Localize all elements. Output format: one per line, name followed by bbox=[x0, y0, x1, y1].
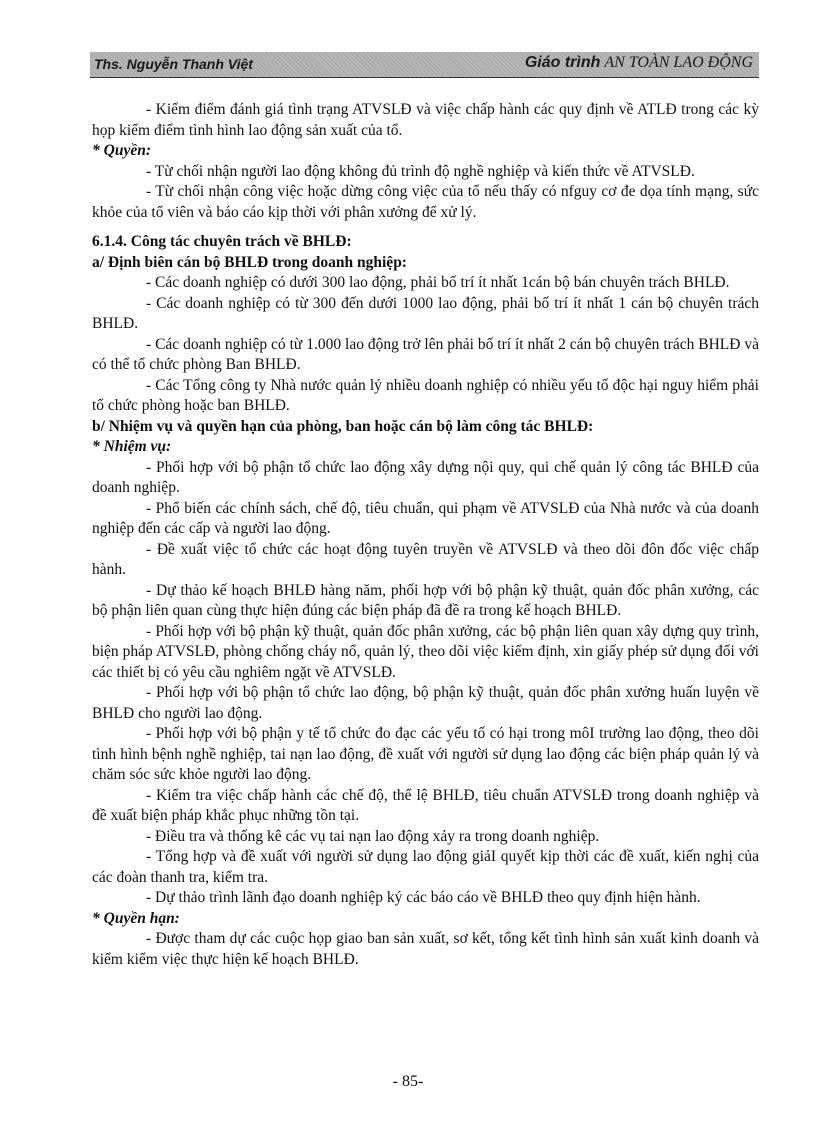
paragraph: - Các Tổng công ty Nhà nước quản lý nhiều doanh nghiệp có nhiều yếu tố độc hại nguy hiểm phải tổ chức phòng hoặc ban BHLĐ. bbox=[92, 376, 759, 414]
paragraph: - Phối hợp với bộ phận tổ chức lao động, bộ phận kỹ thuật, quản đốc phân xưởng huấn luyện về BHLĐ cho người lao động. bbox=[92, 684, 759, 722]
paragraph: - Dự thảo kế hoạch BHLĐ hàng năm, phối hợp với bộ phận kỹ thuật, quản đốc phân xưởng, các bộ phận liên quan cùng thực hiện đúng các biện pháp đã đề ra trong kế hoạch BHLĐ. bbox=[92, 581, 759, 619]
rights-label: * Quyền: bbox=[92, 142, 151, 159]
page-body bbox=[92, 100, 759, 970]
powers-label: * Quyền hạn: bbox=[92, 909, 180, 927]
header-book-name: AN TOÀN LAO ĐỘNG bbox=[604, 54, 753, 71]
paragraph: - Các doanh nghiệp có từ 300 đến dưới 1000 lao động, phải bố trí ít nhất 1 cán bộ chuyên trách BHLĐ. bbox=[92, 294, 759, 332]
header-author: Ths. Nguyễn Thanh Việt bbox=[94, 56, 253, 72]
header-book-prefix: Giáo trình bbox=[524, 54, 601, 71]
paragraph: - Được tham dự các cuộc họp giao ban sản xuất, sơ kết, tổng kết tình hình sản xuất kinh doanh và kiểm kiểm việc thực hiện kế hoạch BHLĐ. bbox=[92, 930, 759, 968]
paragraph: - Các doanh nghiệp có dưới 300 lao động, phải bố trí ít nhất 1cán bộ bán chuyên trách BHLĐ. bbox=[146, 274, 730, 291]
paragraph: - Dự thảo trình lãnh đạo doanh nghiệp ký các báo cáo về BHLĐ theo quy định hiện hành. bbox=[146, 889, 701, 906]
paragraph: - Các doanh nghiệp có từ 1.000 lao động trở lên phải bố trí ít nhất 2 cán bộ chuyên trách BHLĐ và có thể tổ chức phòng Ban BHLĐ. bbox=[92, 335, 759, 373]
subsection-heading-b: b/ Nhiệm vụ và quyền hạn của phòng, ban hoặc cán bộ làm công tác BHLĐ: bbox=[92, 417, 594, 435]
paragraph: - Tổng hợp và đề xuất với người sử dụng lao động giảI quyết kịp thời các đề xuất, kiến nghị của các đoàn thanh tra, kiểm tra. bbox=[92, 848, 759, 886]
header-book-title bbox=[525, 54, 753, 72]
paragraph: - Kiểm điểm đánh giá tình trạng ATVSLĐ và việc chấp hành các quy định về ATLĐ trong các kỳ họp kiểm điểm tình hình lao động sản xuất của tổ. bbox=[92, 101, 759, 139]
paragraph: - Điều tra và thống kê các vụ tai nạn lao động xảy ra trong doanh nghiệp. bbox=[146, 827, 600, 845]
subsection-heading-a: a/ Định biên cán bộ BHLĐ trong doanh nghiệp: bbox=[92, 253, 407, 271]
page-number: - 85- bbox=[392, 1073, 424, 1090]
section-heading: 6.1.4. Công tác chuyên trách về BHLĐ: bbox=[92, 233, 352, 250]
paragraph: - Đề xuất việc tổ chức các hoạt động tuyên truyền về ATVSLĐ và theo dõi đôn đốc việc chấp hành. bbox=[92, 540, 759, 578]
paragraph: - Kiểm tra việc chấp hành các chế độ, thể lệ BHLĐ, tiêu chuẩn ATVSLĐ trong doanh nghiệp và đề xuất biện pháp khắc phục những tồn tại. bbox=[92, 786, 759, 824]
paragraph: - Phối hợp với bộ phận y tế tổ chức đo đạc các yếu tố có hại trong môI trường lao động, theo dõi tình hình bệnh nghề nghiệp, tai nạn lao động, đề xuất với người sử dụng lao động các biện pháp quản lý và chăm sóc sức khỏe người lao động. bbox=[92, 725, 759, 783]
duties-label: * Nhiệm vụ: bbox=[92, 438, 172, 455]
paragraph: - Từ chối nhận công việc hoặc dừng công việc của tổ nếu thấy có nfguy cơ đe dọa tính mạng, sức khỏe của tổ viên và báo cáo kịp thời với phân xưởng để xử lý. bbox=[92, 183, 759, 221]
paragraph: - Phổ biến các chính sách, chế độ, tiêu chuẩn, qui phạm về ATVSLĐ của Nhà nước và của doanh nghiệp đến các cấp và người lao động. bbox=[92, 499, 759, 537]
paragraph: - Phối hợp với bộ phận tổ chức lao động xây dựng nội quy, qui chế quản lý công tác BHLĐ của doanh nghiệp. bbox=[92, 458, 759, 496]
page-header bbox=[90, 52, 759, 78]
paragraph: - Từ chối nhận người lao động không đủ trình độ nghề nghiệp và kiến thức về ATVSLĐ. bbox=[146, 162, 695, 180]
paragraph: - Phối hợp với bộ phận kỹ thuật, quản đốc phân xưởng, các bộ phận liên quan xây dựng quy trình, biện pháp ATVSLĐ, phòng chống cháy nổ, quản lý, theo dõi việc kiểm định, xin giấy phép sử dụng đối với các thiết bị có yêu cầu nghiêm ngặt về ATVSLĐ. bbox=[92, 622, 759, 681]
